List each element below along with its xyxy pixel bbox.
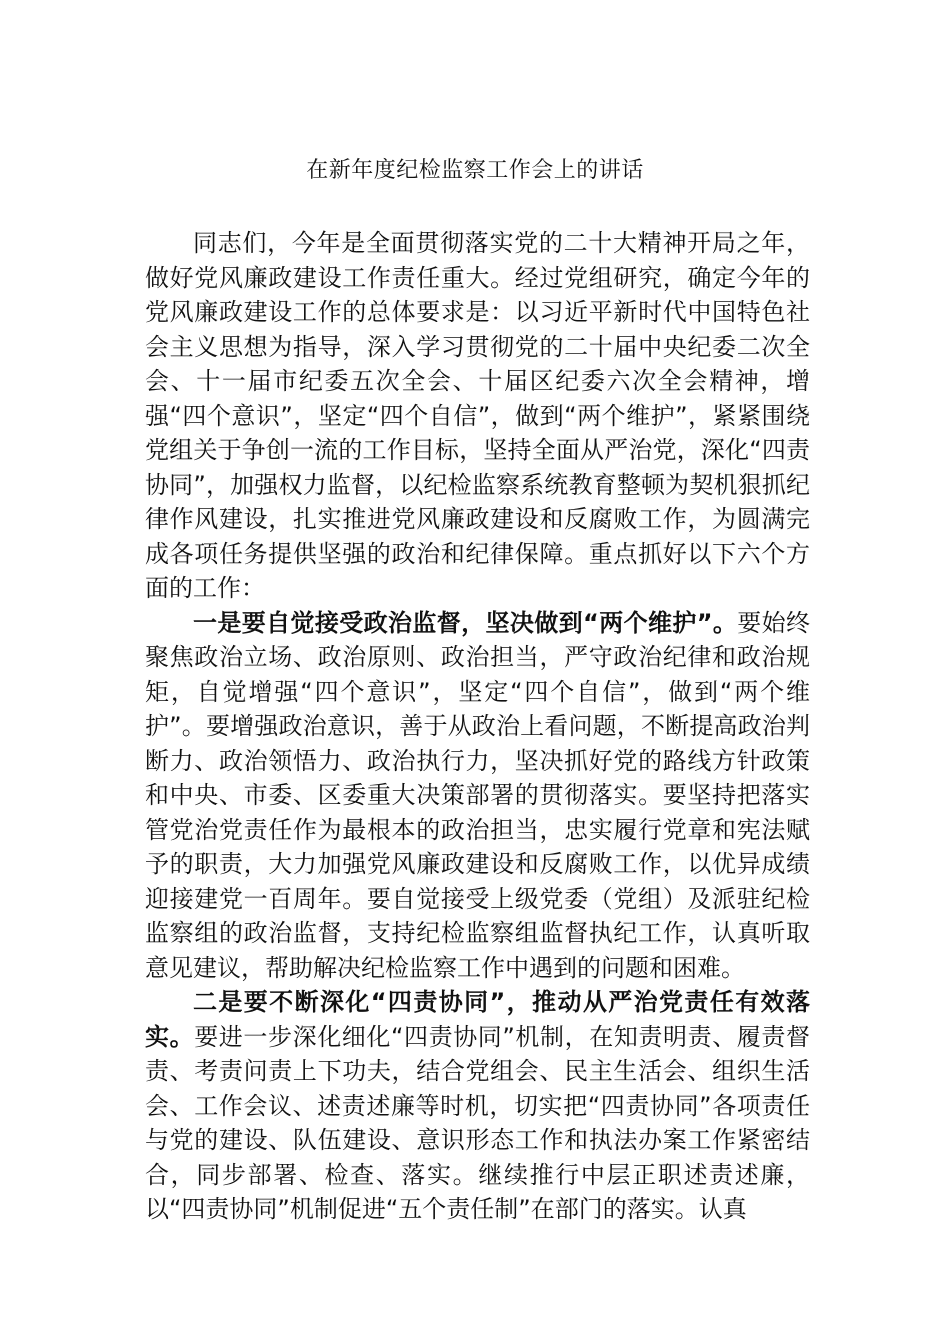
paragraph-point-two <box>145 985 810 1227</box>
document-title: 在新年度纪检监察工作会上的讲话 <box>306 158 644 183</box>
paragraph-lead: 二是要不断深化“四责协同”，推动从严治党责任有效落实。 <box>145 988 810 1051</box>
paragraph-text: 要进一步深化细化“四责协同”机制，在知责明责、履责督责、考责问责上下功夫，结合党组会、民主生活会、组织生活会、工作会议、述责述廉等时机，切实把“四责协同”各项责任与党的建设、队伍建设、意识形态工作和执法办案工作紧密结合，同步部署、检查、落实。继续推行中层正职述责述廉，以“四责协同”机制促进“五个责任制”在部门的落实。认真 <box>145 1022 810 1223</box>
paragraph-text: 同志们，今年是全面贯彻落实党的二十大精神开局之年，做好党风廉政建设工作责任重大。经过党组研究，确定今年的党风廉政建设工作的总体要求是：以习近平新时代中国特色社会主义思想为指导，深入学习贯彻党的二十届中央纪委二次全会、十一届市纪委五次全会、十届区纪委六次全会精神，增强“四个意识”，坚定“四个自信”，做到“两个维护”，紧紧围绕党组关于争创一流的工作目标，坚持全面从严治党，深化“四责协同”，加强权力监督，以纪检监察系统教育整顿为契机狠抓纪律作风建设，扎实推进党风廉政建设和反腐败工作，为圆满完成各项任务提供坚强的政治和纪律保障。重点抓好以下六个方面的工作： <box>145 229 810 602</box>
paragraph-intro <box>145 226 810 606</box>
document-body <box>145 226 810 1227</box>
paragraph-text: 要始终聚焦政治立场、政治原则、政治担当，严守政治纪律和政治规矩，自觉增强“四个意识”，坚定“四个自信”，做到“两个维护”。要增强政治意识，善于从政治上看问题，不断提高政治判断力、政治领悟力、政治执行力，坚决抓好党的路线方针政策和中央、市委、区委重大决策部署的贯彻落实。要坚持把落实管党治党责任作为最根本的政治担当，忠实履行党章和宪法赋予的职责，大力加强党风廉政建设和反腐败工作，以优异成绩迎接建党一百周年。要自觉接受上级党委（党组）及派驻纪检监察组的政治监督，支持纪检监察组监督执纪工作，认真听取意见建议，帮助解决纪检监察工作中遇到的问题和困难。 <box>145 608 811 982</box>
paragraph-lead: 一是要自觉接受政治监督，坚决做到“两个维护”。 <box>193 608 738 637</box>
paragraph-point-one <box>145 606 810 986</box>
